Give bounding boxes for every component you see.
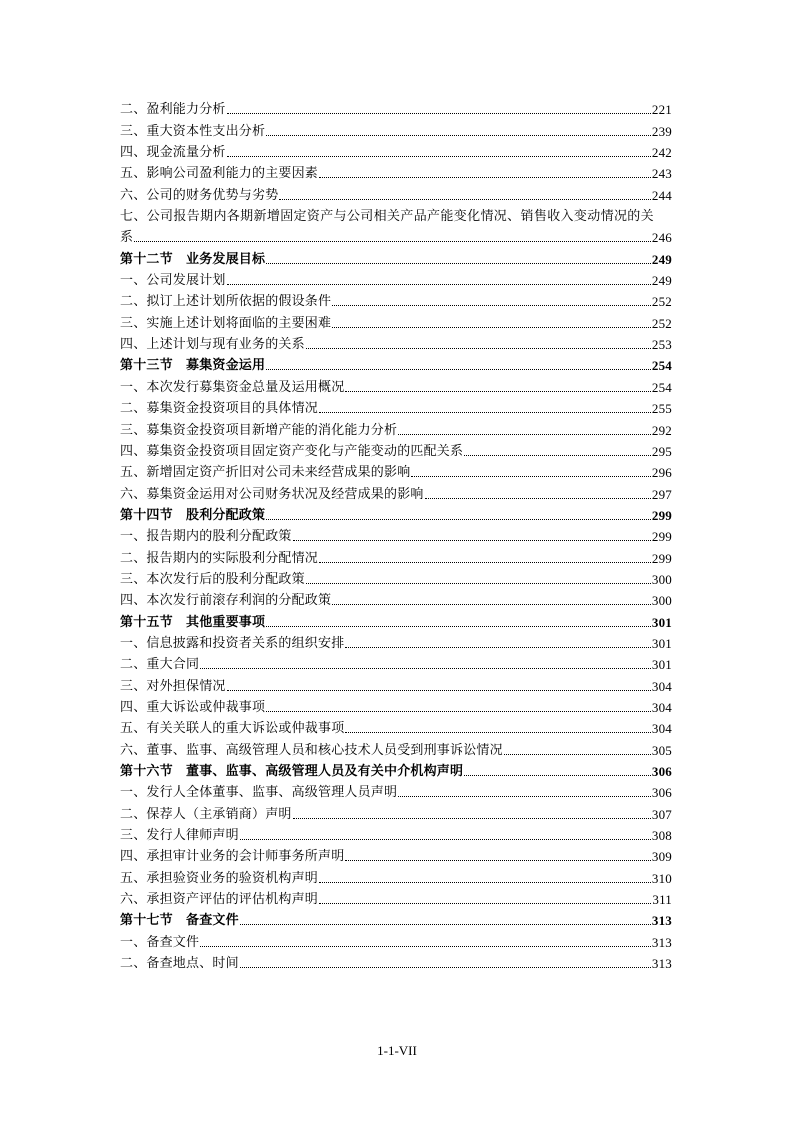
toc-entry-title: 第十七节 备查文件 [120, 913, 239, 929]
toc-section-entry[interactable] [120, 353, 672, 374]
toc-entry-page-number: 300 [651, 593, 672, 609]
dot-leader [398, 796, 651, 797]
toc-entry[interactable] [120, 631, 672, 652]
toc-entry-page-number: 300 [651, 571, 672, 587]
toc-entry[interactable] [120, 652, 672, 673]
toc-entry[interactable] [120, 951, 672, 972]
toc-entry-title: 一、本次发行募集资金总量及运用概况 [120, 379, 345, 395]
toc-entry-page-number: 299 [651, 529, 672, 545]
toc-entry[interactable] [120, 268, 672, 289]
dot-leader [227, 284, 651, 285]
toc-entry-title: 三、发行人律师声明 [120, 828, 239, 844]
toc-entry-title: 二、备查地点、时间 [120, 956, 239, 972]
toc-entry-page-number: 299 [651, 550, 672, 566]
dot-leader [398, 434, 651, 435]
toc-entry[interactable] [120, 417, 672, 438]
dot-leader [345, 860, 650, 861]
toc-entry-page-number: 310 [651, 870, 672, 886]
toc-entry-title: 三、实施上述计划将面临的主要困难 [120, 315, 332, 331]
toc-entry-page-number: 292 [651, 422, 672, 438]
toc-entry-title: 三、对外担保情况 [120, 678, 226, 694]
toc-entry[interactable] [120, 929, 672, 950]
toc-entry-page-number: 242 [651, 145, 672, 161]
toc-entry[interactable] [120, 396, 672, 417]
dot-leader [319, 562, 651, 563]
toc-entry-title: 五、有关关联人的重大诉讼或仲裁事项 [120, 721, 345, 737]
toc-entry-title: 四、募集资金投资项目固定资产变化与产能变动的匹配关系 [120, 443, 464, 459]
toc-entry-title: 一、备查文件 [120, 934, 200, 950]
toc-entry[interactable] [120, 545, 672, 566]
toc-entry-title: 三、重大资本性支出分析 [120, 123, 266, 139]
toc-entry[interactable] [120, 567, 672, 588]
toc-entry-page-number: 252 [651, 315, 672, 331]
toc-entry-page-number: 307 [651, 806, 672, 822]
toc-entry-title: 二、募集资金投资项目的具体情况 [120, 401, 319, 417]
toc-entry-title: 四、本次发行前滚存利润的分配政策 [120, 593, 332, 609]
toc-entry[interactable] [120, 481, 672, 502]
toc-entry-title: 一、公司发展计划 [120, 273, 226, 289]
toc-entry-page-number: 313 [651, 934, 672, 950]
toc-entry[interactable] [120, 716, 672, 737]
toc-entry[interactable] [120, 439, 672, 460]
toc-section-entry[interactable] [120, 759, 672, 780]
toc-entry-title: 二、重大合同 [120, 657, 200, 673]
dot-leader [332, 604, 651, 605]
toc-entry-title: 一、信息披露和投资者关系的组织安排 [120, 635, 345, 651]
dot-leader [345, 732, 650, 733]
toc-entry-title: 一、报告期内的股利分配政策 [120, 529, 292, 545]
toc-entry[interactable] [120, 865, 672, 886]
toc-entry[interactable] [120, 225, 672, 246]
toc-entry-page-number: 304 [651, 721, 672, 737]
toc-entry-page-number: 304 [651, 678, 672, 694]
dot-leader [464, 455, 651, 456]
dot-leader [266, 626, 651, 627]
toc-entry[interactable] [120, 182, 672, 203]
dot-leader [319, 903, 651, 904]
toc-entry-page-number: 243 [651, 166, 672, 182]
dot-leader [504, 754, 651, 755]
dot-leader [266, 369, 651, 370]
dot-leader [227, 690, 651, 691]
dot-leader [425, 498, 651, 499]
toc-entry[interactable] [120, 332, 672, 353]
dot-leader [345, 647, 650, 648]
dot-leader [411, 476, 650, 477]
toc-entry-title: 六、募集资金运用对公司财务状况及经营成果的影响 [120, 486, 424, 502]
toc-entry-page-number: 253 [651, 337, 672, 353]
toc-section-entry[interactable] [120, 246, 672, 267]
toc-section-entry[interactable] [120, 609, 672, 630]
toc-entry-page-number: 239 [651, 123, 672, 139]
toc-entry[interactable] [120, 780, 672, 801]
toc-entry-page-number: 301 [651, 657, 672, 673]
toc-entry-title: 二、拟订上述计划所依据的假设条件 [120, 294, 332, 310]
dot-leader [134, 241, 651, 242]
toc-entry-page-number: 246 [651, 230, 672, 246]
toc-entry-page-number: 254 [651, 358, 672, 374]
toc-entry-page-number: 295 [651, 443, 672, 459]
toc-entry-title: 二、盈利能力分析 [120, 102, 226, 118]
toc-entry[interactable] [120, 823, 672, 844]
toc-entry-page-number: 299 [651, 507, 672, 523]
toc-entry-title: 三、本次发行后的股利分配政策 [120, 571, 305, 587]
dot-leader [266, 263, 651, 264]
toc-entry-title: 五、新增固定资产折旧对公司未来经营成果的影响 [120, 465, 411, 481]
dot-leader [345, 391, 650, 392]
toc-entry-page-number: 296 [651, 465, 672, 481]
dot-leader [227, 113, 651, 114]
toc-entry[interactable] [120, 460, 672, 481]
toc-entry-page-number: 249 [651, 251, 672, 267]
toc-entry-title: 六、公司的财务优势与劣势 [120, 187, 279, 203]
toc-entry-page-number: 255 [651, 401, 672, 417]
toc-entry[interactable] [120, 310, 672, 331]
toc-entry[interactable] [120, 737, 672, 758]
toc-entry-title: 四、现金流量分析 [120, 145, 226, 161]
toc-entry-page-number: 221 [651, 102, 672, 118]
dot-leader [319, 177, 651, 178]
dot-leader [332, 305, 651, 306]
toc-entry-page-number: 304 [651, 699, 672, 715]
dot-leader [266, 519, 651, 520]
dot-leader [227, 156, 651, 157]
dot-leader [332, 327, 651, 328]
toc-entry[interactable] [120, 801, 672, 822]
toc-entry-page-number: 249 [651, 273, 672, 289]
toc-entry-page-number: 244 [651, 187, 672, 203]
dot-leader [200, 668, 651, 669]
toc-entry-title: 第十三节 募集资金运用 [120, 358, 266, 374]
toc-entry-title: 第十四节 股利分配政策 [120, 507, 266, 523]
toc-entry[interactable] [120, 588, 672, 609]
toc-entry[interactable] [120, 887, 672, 908]
toc-entry-page-number: 254 [651, 379, 672, 395]
dot-leader [240, 967, 651, 968]
dot-leader [240, 839, 651, 840]
dot-leader [293, 540, 651, 541]
toc-entry[interactable] [120, 524, 672, 545]
toc-entry[interactable] [120, 97, 672, 118]
dot-leader [200, 946, 651, 947]
toc-entry-page-number: 252 [651, 294, 672, 310]
toc-entry-title: 三、募集资金投资项目新增产能的消化能力分析 [120, 422, 398, 438]
toc-section-entry[interactable] [120, 503, 672, 524]
toc-entry-title: 六、承担资产评估的评估机构声明 [120, 892, 319, 908]
toc-entry-page-number: 313 [651, 913, 672, 929]
toc-entry-title: 七、公司报告期内各期新增固定资产与公司相关产品产能变化情况、销售收入变动情况的关 [120, 209, 655, 225]
dot-leader [319, 882, 651, 883]
toc-entry-title: 四、重大诉讼或仲裁事项 [120, 699, 266, 715]
toc-entry-page-number: 301 [651, 614, 672, 630]
toc-entry-title: 第十五节 其他重要事项 [120, 614, 266, 630]
dot-leader [266, 135, 651, 136]
toc-entry-page-number: 306 [651, 764, 672, 779]
dot-leader [306, 348, 651, 349]
toc-entry-title: 四、上述计划与现有业务的关系 [120, 337, 305, 353]
toc-entry-page-number: 306 [651, 785, 672, 801]
toc-entry[interactable] [120, 673, 672, 694]
toc-entry-title: 五、影响公司盈利能力的主要因素 [120, 166, 319, 182]
toc-entry[interactable] [120, 204, 672, 225]
toc-entry-title: 二、保荐人（主承销商）声明 [120, 806, 292, 822]
toc-entry-page-number: 309 [651, 849, 672, 865]
toc-entry-title: 六、董事、监事、高级管理人员和核心技术人员受到刑事诉讼情况 [120, 742, 503, 758]
toc-entry-page-number: 305 [651, 742, 672, 758]
dot-leader [266, 711, 651, 712]
dot-leader [279, 199, 650, 200]
dot-leader [293, 818, 651, 819]
toc-entry-title: 第十二节 业务发展目标 [120, 251, 266, 267]
toc-entry[interactable] [120, 695, 672, 716]
toc-entry-page-number: 313 [651, 956, 672, 972]
toc-section-entry[interactable] [120, 908, 672, 929]
toc-entry[interactable] [120, 844, 672, 865]
toc-entry[interactable] [120, 140, 672, 161]
toc-entry-title: 第十六节 董事、监事、高级管理人员及有关中介机构声明 [120, 764, 464, 779]
toc-entry-page-number: 308 [651, 828, 672, 844]
toc-entry-title: 系 [120, 230, 134, 246]
toc-entry-title: 四、承担审计业务的会计师事务所声明 [120, 849, 345, 865]
dot-leader [306, 583, 651, 584]
toc-entry-title: 一、发行人全体董事、监事、高级管理人员声明 [120, 785, 398, 801]
toc-entry-page-number: 297 [651, 486, 672, 502]
dot-leader [464, 775, 651, 776]
toc-entry[interactable] [120, 289, 672, 310]
toc-entry-title: 五、承担验资业务的验资机构声明 [120, 870, 319, 886]
toc-entry-title: 二、报告期内的实际股利分配情况 [120, 550, 319, 566]
dot-leader [240, 924, 651, 925]
toc-entry[interactable] [120, 118, 672, 139]
toc-entry-page-number: 301 [651, 635, 672, 651]
table-of-contents [120, 97, 672, 972]
page-number: 1-1-VII [377, 1043, 417, 1058]
dot-leader [319, 412, 651, 413]
toc-entry[interactable] [120, 161, 672, 182]
toc-entry-page-number: 311 [652, 892, 672, 908]
toc-entry[interactable] [120, 374, 672, 395]
